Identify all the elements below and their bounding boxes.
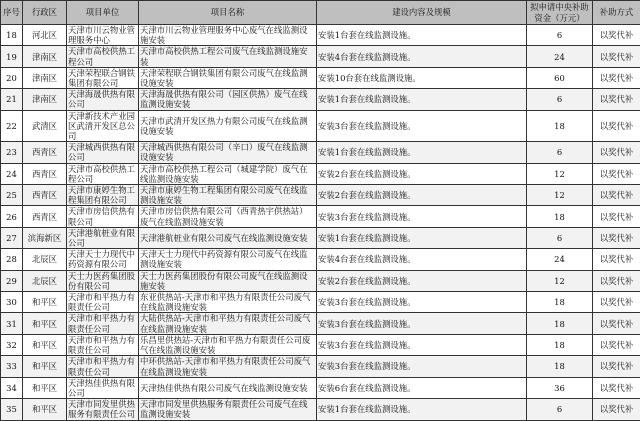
project-name-cell: 天津城西供热有限公司（辛口）废气在线监测设施安装	[139, 142, 317, 163]
fund-cell: 6	[527, 25, 593, 46]
table-row	[1, 227, 640, 248]
content-cell: 安装1台套在线监测设施。	[317, 399, 527, 420]
header-method: 补助方式	[593, 1, 640, 25]
project-name-cell: 天津市康婷生物工程集团有限公司废气在线监测设施安装	[139, 185, 317, 206]
method-cell: 以奖代补	[593, 25, 640, 46]
district-cell: 西青区	[23, 206, 67, 227]
unit-cell: 天津市川云物业管理服务中心	[67, 25, 139, 46]
unit-cell: 天津市高校供热工程公司	[67, 46, 139, 67]
project-name-cell: 天津市高校供热工程公司废气在线监测设施安装	[139, 46, 317, 67]
method-cell: 以奖代补	[593, 270, 640, 291]
table-row	[1, 89, 640, 110]
table-row	[1, 377, 640, 398]
method-cell: 以奖代补	[593, 227, 640, 248]
unit-cell: 天津市康婷生物工程集团有限公司	[67, 185, 139, 206]
project-name-cell: 天津市同发里供热服务有限责任公司废气在线监测设施安装	[139, 399, 317, 420]
header-seq: 序号	[1, 1, 23, 25]
project-name-cell: 天津海晟供热有限公司（园区供热）废气在线监测设施安装	[139, 89, 317, 110]
project-name-cell: 天士力医药集团股份有限公司废气在线监测设施安装	[139, 270, 317, 291]
project-name-cell: 天津市房信供热有限公司（西青热宇供热站）废气在线监测设施安装	[139, 206, 317, 227]
seq-cell: 35	[1, 399, 23, 420]
table-row	[1, 249, 640, 270]
header-content: 建设内容及规模	[317, 1, 527, 25]
content-cell: 安装2台套在线监测设施。	[317, 270, 527, 291]
fund-cell: 6	[527, 399, 593, 420]
table-row	[1, 142, 640, 163]
seq-cell: 23	[1, 142, 23, 163]
seq-cell: 27	[1, 227, 23, 248]
unit-cell: 天津市和平热力有限责任公司	[67, 334, 139, 355]
fund-cell: 24	[527, 46, 593, 67]
district-cell: 和平区	[23, 377, 67, 398]
project-name-cell: 天津天士力现代中药资源有限公司废气在线监测设施安装	[139, 249, 317, 270]
fund-cell: 24	[527, 249, 593, 270]
seq-cell: 22	[1, 110, 23, 142]
header-fund: 拟申请中央补助资金（万元）	[527, 1, 593, 25]
content-cell: 安装4台套在线监测设施。	[317, 249, 527, 270]
project-name-cell: 天津热佳供热有限公司废气在线监测设施安装	[139, 377, 317, 398]
fund-cell: 36	[527, 377, 593, 398]
district-cell: 和平区	[23, 334, 67, 355]
district-cell: 西青区	[23, 163, 67, 184]
fund-cell: 6	[527, 227, 593, 248]
district-cell: 和平区	[23, 313, 67, 334]
table-row	[1, 67, 640, 88]
content-cell: 安装1台套在线监测设施。	[317, 227, 527, 248]
unit-cell: 天津市和平热力有限责任公司	[67, 313, 139, 334]
project-name-cell: 天津港航桩业有限公司废气在线监测设施安装	[139, 227, 317, 248]
content-cell: 安装3台套在线监测设施。	[317, 313, 527, 334]
district-cell: 和平区	[23, 292, 67, 313]
district-cell: 津南区	[23, 46, 67, 67]
fund-cell: 18	[527, 206, 593, 227]
content-cell: 安装1台套在线监测设施。	[317, 25, 527, 46]
header-name: 项目名称	[139, 1, 317, 25]
project-name-cell: 天津荣程联合钢铁集团有限公司废气在线监测设施安装	[139, 67, 317, 88]
method-cell: 以奖代补	[593, 163, 640, 184]
district-cell: 津南区	[23, 89, 67, 110]
method-cell: 以奖代补	[593, 249, 640, 270]
seq-cell: 24	[1, 163, 23, 184]
fund-cell: 12	[527, 163, 593, 184]
content-cell: 安装6台套在线监测设施。	[317, 377, 527, 398]
project-name-cell: 天津市武清开发区热力有限公司废气在线监测设施安装	[139, 110, 317, 142]
seq-cell: 29	[1, 270, 23, 291]
fund-cell: 60	[527, 67, 593, 88]
project-name-cell: 乐昌里供热站-天津市和平热力有限责任公司废气在线监测设施安装	[139, 334, 317, 355]
method-cell: 以奖代补	[593, 110, 640, 142]
district-cell: 津南区	[23, 67, 67, 88]
district-cell: 西青区	[23, 185, 67, 206]
seq-cell: 30	[1, 292, 23, 313]
content-cell: 安装2台套在线监测设施。	[317, 185, 527, 206]
fund-cell: 18	[527, 110, 593, 142]
seq-cell: 33	[1, 356, 23, 377]
method-cell: 以奖代补	[593, 313, 640, 334]
district-cell: 滨海新区	[23, 227, 67, 248]
unit-cell: 天士力医药集团股份有限公司	[67, 270, 139, 291]
method-cell: 以奖代补	[593, 46, 640, 67]
method-cell: 以奖代补	[593, 67, 640, 88]
content-cell: 安装1台套在线监测设施。	[317, 89, 527, 110]
content-cell: 安装3台套在线监测设施。	[317, 356, 527, 377]
method-cell: 以奖代补	[593, 377, 640, 398]
method-cell: 以奖代补	[593, 292, 640, 313]
seq-cell: 25	[1, 185, 23, 206]
unit-cell: 天津荣程联合钢铁集团有限公司	[67, 67, 139, 88]
unit-cell: 天津海晟供热有限公司	[67, 89, 139, 110]
seq-cell: 26	[1, 206, 23, 227]
unit-cell: 天津天士力现代中药资源有限公司	[67, 249, 139, 270]
district-cell: 西青区	[23, 142, 67, 163]
content-cell: 安装3台套在线监测设施。	[317, 206, 527, 227]
fund-cell: 6	[527, 89, 593, 110]
fund-cell: 18	[527, 356, 593, 377]
unit-cell: 天津市房信供热有限公司	[67, 206, 139, 227]
method-cell: 以奖代补	[593, 399, 640, 420]
unit-cell: 天津港航桩业有限公司	[67, 227, 139, 248]
project-name-cell: 天津市高校供热工程公司（城建学院）废气在线监测设施安装	[139, 163, 317, 184]
fund-cell: 12	[527, 185, 593, 206]
content-cell: 安装3台套在线监测设施。	[317, 334, 527, 355]
seq-cell: 19	[1, 46, 23, 67]
unit-cell: 天津市同发里供热服务有限责任公司	[67, 399, 139, 420]
method-cell: 以奖代补	[593, 334, 640, 355]
content-cell: 安装3台套在线监测设施。	[317, 292, 527, 313]
district-cell: 武清区	[23, 110, 67, 142]
fund-cell: 18	[527, 313, 593, 334]
method-cell: 以奖代补	[593, 356, 640, 377]
seq-cell: 32	[1, 334, 23, 355]
header-unit: 项目单位	[67, 1, 139, 25]
unit-cell: 天津新技术产业园区武清开发区总公司	[67, 110, 139, 142]
table-row	[1, 185, 640, 206]
table-row	[1, 356, 640, 377]
seq-cell: 31	[1, 313, 23, 334]
fund-cell: 12	[527, 270, 593, 291]
content-cell: 安装10台套在线监测设施。	[317, 67, 527, 88]
header-row	[1, 1, 640, 25]
table-row	[1, 270, 640, 291]
district-cell: 和平区	[23, 399, 67, 420]
method-cell: 以奖代补	[593, 206, 640, 227]
unit-cell: 天津城西供热有限公司	[67, 142, 139, 163]
content-cell: 安装3台套在线监测设施。	[317, 110, 527, 142]
project-name-cell: 大陆供热站-天津市和平热力有限责任公司废气在线监测设施安装	[139, 313, 317, 334]
unit-cell: 天津热佳供热有限公司	[67, 377, 139, 398]
project-name-cell: 天津市川云物业管理服务中心废气在线监测设施安装	[139, 25, 317, 46]
content-cell: 安装4台套在线监测设施。	[317, 46, 527, 67]
table-row	[1, 25, 640, 46]
seq-cell: 34	[1, 377, 23, 398]
table-row	[1, 46, 640, 67]
seq-cell: 20	[1, 67, 23, 88]
content-cell: 安装1台套在线监测设施。	[317, 142, 527, 163]
table-row	[1, 399, 640, 420]
table-row	[1, 110, 640, 142]
table-row	[1, 313, 640, 334]
table-row	[1, 206, 640, 227]
table-row	[1, 292, 640, 313]
fund-cell: 18	[527, 334, 593, 355]
seq-cell: 28	[1, 249, 23, 270]
method-cell: 以奖代补	[593, 185, 640, 206]
district-cell: 北辰区	[23, 249, 67, 270]
district-cell: 河北区	[23, 25, 67, 46]
fund-cell: 6	[527, 142, 593, 163]
content-cell: 安装2台套在线监测设施。	[317, 163, 527, 184]
fund-cell: 18	[527, 292, 593, 313]
seq-cell: 21	[1, 89, 23, 110]
unit-cell: 天津市和平热力有限责任公司	[67, 356, 139, 377]
seq-cell: 18	[1, 25, 23, 46]
table-row	[1, 334, 640, 355]
unit-cell: 天津市高校供热工程公司	[67, 163, 139, 184]
method-cell: 以奖代补	[593, 142, 640, 163]
header-district: 行政区	[23, 1, 67, 25]
unit-cell: 天津市和平热力有限责任公司	[67, 292, 139, 313]
table-row	[1, 163, 640, 184]
project-name-cell: 东亚供热站-天津市和平热力有限责任公司废气在线监测设施安装	[139, 292, 317, 313]
project-name-cell: 中环供热站-天津市和平热力有限责任公司废气在线监测设施安装	[139, 356, 317, 377]
method-cell: 以奖代补	[593, 89, 640, 110]
district-cell: 北辰区	[23, 270, 67, 291]
district-cell: 和平区	[23, 356, 67, 377]
